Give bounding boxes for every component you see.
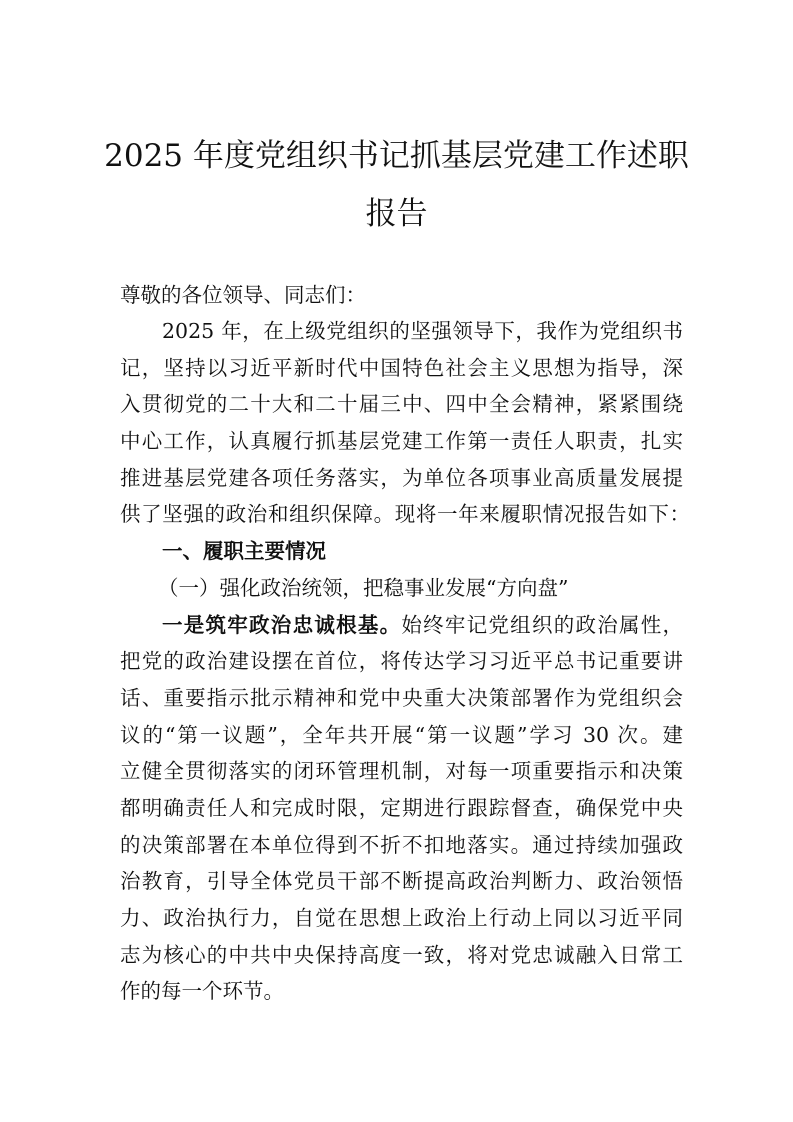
intro-line: 中心工作，认真履行抓基层党建工作第一责任人职责，扎实 xyxy=(120,429,683,453)
point-line: 力、政治执行力，自觉在思想上政治上行动上同以习近平同 xyxy=(120,906,683,930)
point-line: 作的每一个环节。 xyxy=(120,979,284,1003)
point-line: 立健全贯彻落实的闭环管理机制，对每一项重要指示和决策 xyxy=(120,759,683,783)
point-line: 治教育，引导全体党员干部不断提高政治判断力、政治领悟 xyxy=(120,869,683,893)
document-title-line-1: 2025 年度党组织书记抓基层党建工作述职 xyxy=(104,138,689,174)
document-title-line-2: 报告 xyxy=(365,196,428,232)
point-line: 把党的政治建设摆在首位，将传达学习习近平总书记重要讲 xyxy=(120,649,683,673)
point-line: 议的“第一议题”，全年共开展“第一议题”学习 30 次。建 xyxy=(120,723,683,747)
point-line: 话、重要指示批示精神和党中央重大决策部署作为党组织会 xyxy=(120,686,683,710)
intro-line: 推进基层党建各项任务落实，为单位各项事业高质量发展提 xyxy=(120,466,683,490)
point-line: 都明确责任人和完成时限，定期进行跟踪督查，确保党中央 xyxy=(120,796,683,820)
point-first-line xyxy=(162,611,683,639)
intro-line: 入贯彻党的二十大和二十届三中、四中全会精神，紧紧围绕 xyxy=(120,392,683,416)
point-first-rest: 始终牢记党组织的政治属性， xyxy=(401,613,684,637)
point-line: 的决策部署在本单位得到不折不扣地落实。通过持续加强政 xyxy=(120,833,683,857)
section-heading: 一、履职主要情况 xyxy=(162,539,326,563)
intro-line: 记，坚持以习近平新时代中国特色社会主义思想为指导，深 xyxy=(120,356,683,380)
point-line: 志为核心的中共中央保持高度一致，将对党忠诚融入日常工 xyxy=(120,943,683,967)
subsection-heading: （一）强化政治统领，把稳事业发展“方向盘” xyxy=(158,576,569,600)
intro-line: 供了坚强的政治和组织保障。现将一年来履职情况报告如下： xyxy=(120,502,690,526)
greeting: 尊敬的各位领导、同志们： xyxy=(120,283,366,307)
point-lead: 一是筑牢政治忠诚根基。 xyxy=(162,613,402,637)
intro-line: 2025 年，在上级党组织的坚强领导下，我作为党组织书 xyxy=(162,319,683,343)
